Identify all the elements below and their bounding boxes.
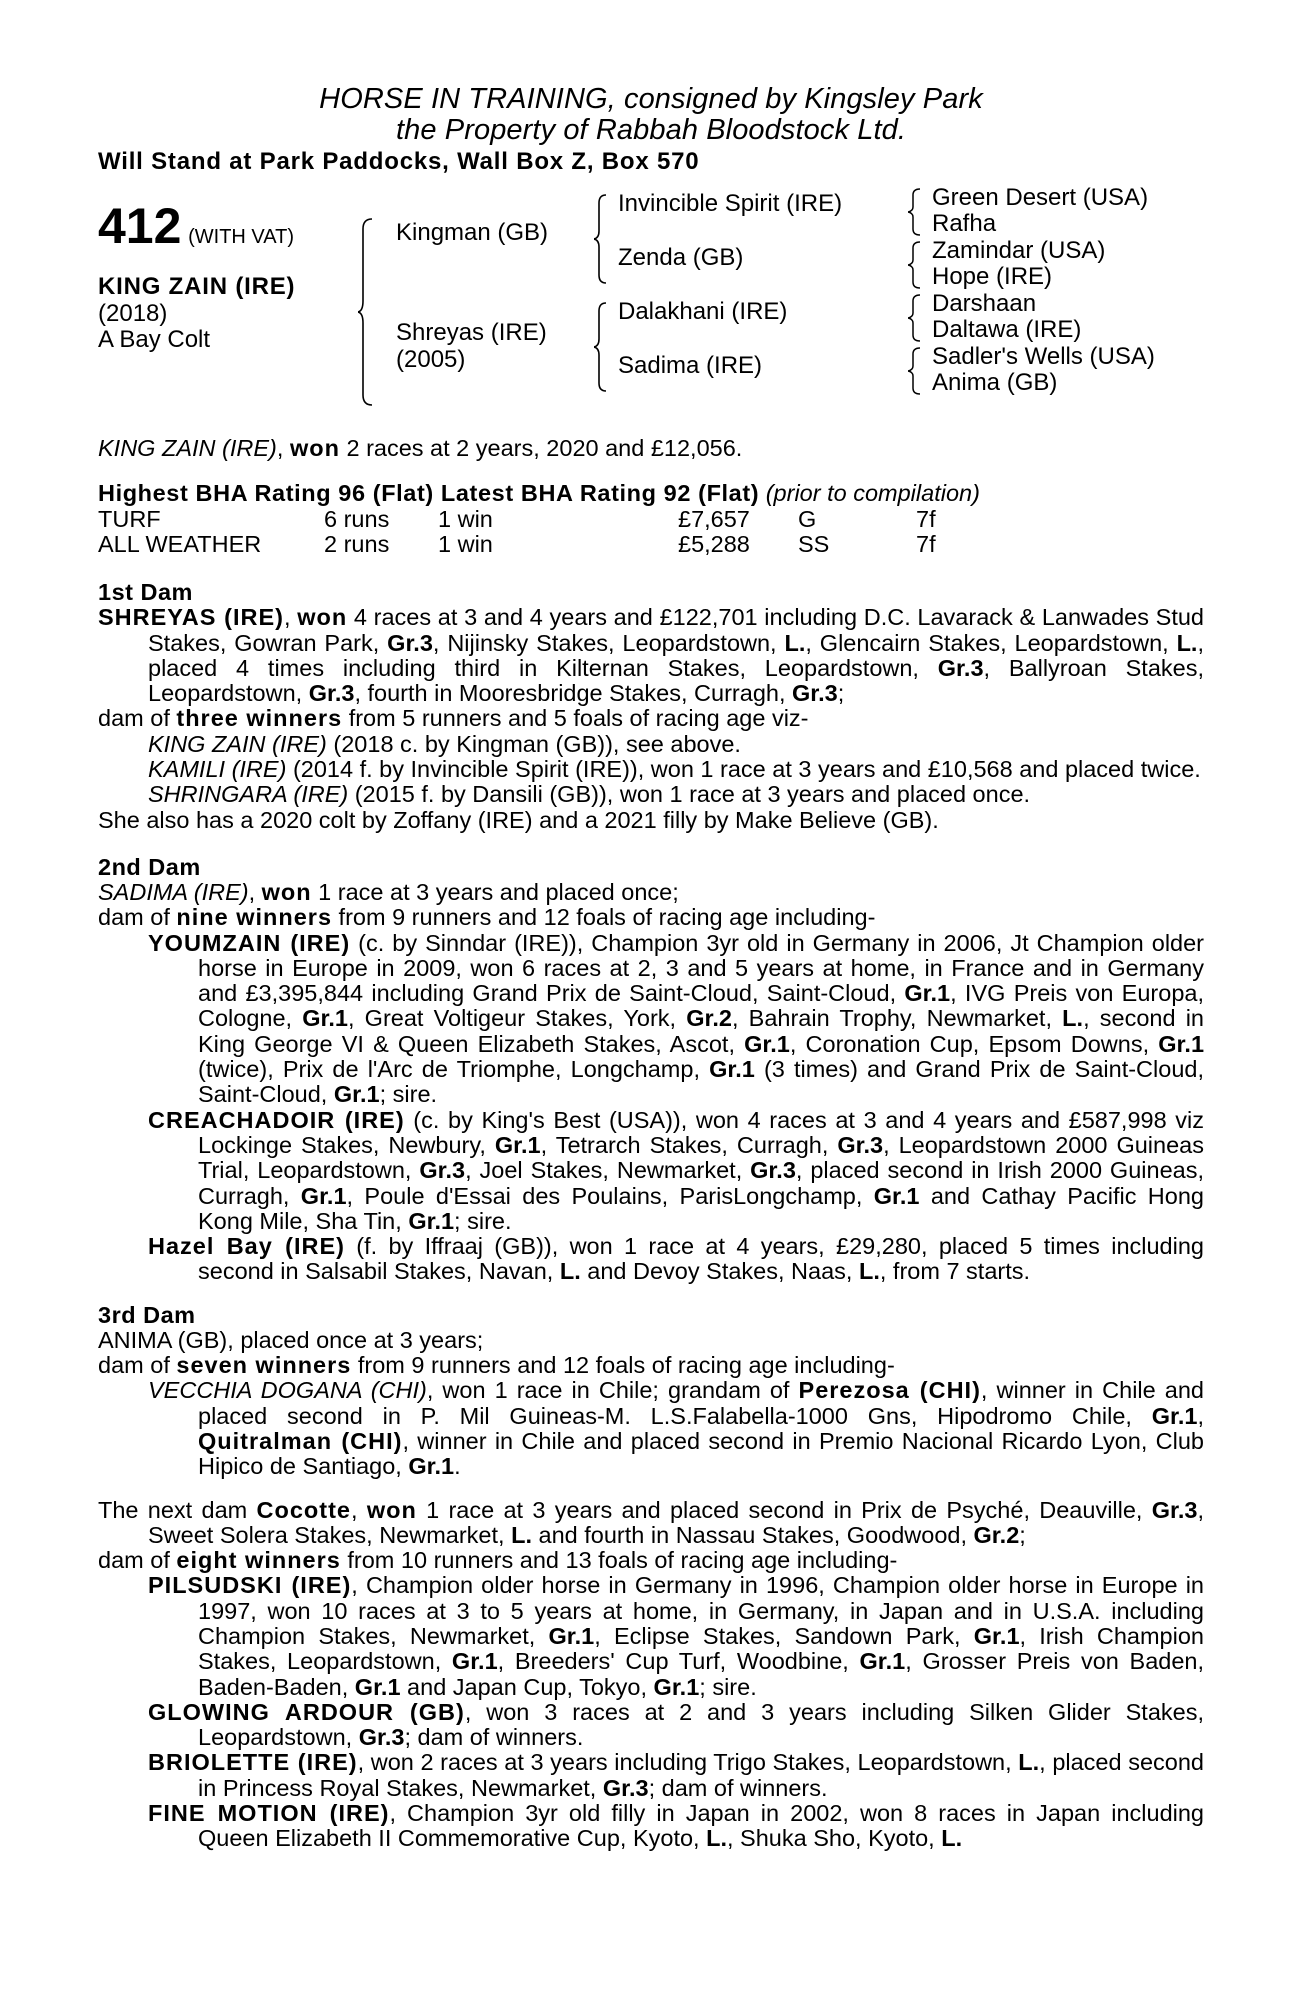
produce-hazel-bay: Hazel Bay (IRE) (f. by Iffraaj (GB)), won 1 race at 4 years, £29,280, placed 5 times including second in Salsabil Stakes, Navan, L. and Devoy Stakes, Naas, L., from 7 starts. [148,1233,1204,1285]
produce-vecchia-dogana: VECCHIA DOGANA (CHI), won 1 race in Chile; grandam of Perezosa (CHI), winner in Chile and placed second in P. Mil Guineas-M. L.S.Falabella-1000 Gns, Hipodromo Chile, Gr.1, Quitralman (CHI), winner in Chile and placed second in Premio Nacional Ricardo Lyon, Club Hipico de Santiago, Gr.1. [148,1377,1204,1480]
lot-number-line [98,198,295,254]
first-dam-also: She also has a 2020 colt by Zoffany (IRE) and a 2021 filly by Make Believe (GB). [98,806,939,833]
consignor-line: HORSE IN TRAINING, consigned by Kingsley Park [319,83,983,115]
third-dam-heading: 3rd Dam [98,1301,196,1328]
gen3-brace-4-icon [908,346,922,396]
produce-pilsudski: PILSUDSKI (IRE), Champion older horse in Germany in 1996, Champion older horse in Europe in 1997, won 10 races at 3 to 5 years at home, in Germany, in Japan and in U.S.A. including Champion Stakes, Newmarket, Gr.1, Eclipse Stakes, Sandown Park, Gr.1, Irish Champion Stakes, Leopardstown, Gr.1, Breeders' Cup Turf, Woodbine, Gr.1, Grosser Preis von Baden, Baden-Baden, Gr.1 and Japan Cup, Tokyo, Gr.1; sire. [148,1572,1205,1700]
stabling-line: Will Stand at Park Paddocks, Wall Box Z, Box 570 [98,148,700,175]
dam-sire: Dalakhani (IRE) [618,298,788,325]
bha-rating-line: Highest BHA Rating 96 (Flat) Latest BHA Rating 92 (Flat) (prior to compilation) [98,480,980,507]
produce-shringara: SHRINGARA (IRE) (2015 f. by Dansili (GB)), won 1 race at 3 years and placed once. [148,781,1031,808]
gen3-dd-sire: Sadler's Wells (USA) [932,343,1155,370]
dam-year: (2005) [396,346,466,373]
produce-glowing-ardour: GLOWING ARDOUR (GB), won 3 races at 2 and 3 years including Silken Glider Stakes, Leopardstown, Gr.3; dam of winners. [148,1698,1204,1751]
gen3-brace-1-icon [908,187,922,237]
rating-row-turf: TURF 6 runs 1 win £7,657 G 7f [98,506,936,533]
dam: Shreyas (IRE) [396,319,547,346]
property-line: the Property of Rabbah Bloodstock Ltd. [396,114,906,146]
foaling-year: (2018) [98,300,168,327]
produce-youmzain: YOUMZAIN (IRE) (c. by Sinndar (IRE)), Champion 3yr old in Germany in 2006, Jt Champion older horse in Europe in 2009, won 6 races at 2, 3 and 5 years at home, in France and in Germany and £3,395,844 including Grand Prix de Saint-Cloud, Saint-Cloud, Gr.1, IVG Preis von Europa, Cologne, Gr.1, Great Voltigeur Stakes, York, Gr.2, Bahrain Trophy, Newmarket, L., second in King George VI & Queen Elizabeth Stakes, Ascot, Gr.1, Coronation Cup, Epsom Downs, Gr.1 (twice), Prix de l'Arc de Triomphe, Longchamp, Gr.1 (3 times) and Grand Prix de Saint-Cloud, Saint-Cloud, Gr.1; sire. [148,929,1205,1108]
gen3-brace-3-icon [908,293,922,343]
sire: Kingman (GB) [396,219,549,246]
sire-sire: Invincible Spirit (IRE) [618,190,843,217]
dam-brace-icon [594,301,608,393]
horse-name: KING ZAIN (IRE) [98,273,296,300]
produce-fine-motion: FINE MOTION (IRE), Champion 3yr old filly in Japan in 2002, won 8 races in Japan including Queen Elizabeth II Commemorative Cup, Kyoto, L., Shuka Sho, Kyoto, L. [148,1800,1205,1852]
second-dam-heading: 2nd Dam [98,853,201,880]
second-dam-produce-summary: dam of nine winners from 9 runners and 12 foals of racing age including- [98,904,876,931]
third-dam-produce-summary: dam of seven winners from 9 runners and 12 foals of racing age including- [98,1352,895,1379]
produce-creachadoir: CREACHADOIR (IRE) (c. by King's Best (USA)), won 4 races at 3 and 4 years and £587,998 viz Lockinge Stakes, Newbury, Gr.1, Tetrarch Stakes, Curragh, Gr.3, Leopardstown 2000 Guineas Trial, Leopardstown, Gr.3, Joel Stakes, Newmarket, Gr.3, placed second in Irish 2000 Guineas, Curragh, Gr.1, Poule d'Essai des Poulains, ParisLongchamp, Gr.1 and Cathay Pacific Hong Kong Mile, Sha Tin, Gr.1; sire. [148,1106,1204,1234]
sire-dam: Zenda (GB) [618,244,744,271]
main-brace-icon [358,217,374,407]
first-dam-record: SHREYAS (IRE), won 4 races at 3 and 4 years and £122,701 including D.C. Lavarack & Lanwades Stud Stakes, Gowran Park, Gr.3, Nijinsky Stakes, Leopardstown, L., Glencairn Stakes, Leopardstown, L., placed 4 times including third in Kilternan Stakes, Leopardstown, Gr.3, Ballyroan Stakes, Leopardstown, Gr.3, fourth in Mooresbridge Stakes, Curragh, Gr.3; [98,604,1204,707]
pedigree-block [98,184,1204,427]
gen3-ss-sire: Green Desert (USA) [932,184,1149,211]
gen3-sd-dam: Hope (IRE) [932,263,1053,290]
next-dam-record: The next dam Cocotte, won 1 race at 3 years and placed second in Prix de Psyché, Deauville, Gr.3, Sweet Solera Stakes, Newmarket, L. and fourth in Nassau Stakes, Goodwood, Gr.2; [98,1496,1205,1548]
produce-kamili: KAMILI (IRE) (2014 f. by Invincible Spirit (IRE)), won 1 race at 3 years and £10,568 and placed twice. [148,756,1201,783]
first-dam-produce-summary: dam of three winners from 5 runners and 5 foals of racing age viz- [98,705,809,732]
race-summary: KING ZAIN (IRE), won 2 races at 2 years, 2020 and £12,056. [98,435,743,461]
gen3-dd-dam: Anima (GB) [932,369,1058,396]
second-dam-record: SADIMA (IRE), won 1 race at 3 years and placed once; [98,878,679,905]
produce-king-zain: KING ZAIN (IRE) (2018 c. by Kingman (GB)), see above. [148,730,741,757]
rating-row-allweather: ALL WEATHER 2 runs 1 win £5,288 SS 7f [98,531,936,558]
lot-number: 412 [98,198,182,254]
catalogue-page [98,84,1204,1852]
gen3-brace-2-icon [908,240,922,290]
vat-note: (WITH VAT) [188,226,295,248]
gen3-ds-sire: Darshaan [932,290,1037,317]
sire-brace-icon [594,193,608,285]
first-dam-heading: 1st Dam [98,579,193,606]
gen3-sd-sire: Zamindar (USA) [932,237,1106,264]
produce-briolette: BRIOLETTE (IRE), won 2 races at 3 years including Trigo Stakes, Leopardstown, L., placed second in Princess Royal Stakes, Newmarket, Gr.3; dam of winners. [148,1749,1204,1801]
next-dam-produce-summary: dam of eight winners from 10 runners and 13 foals of racing age including- [98,1547,898,1574]
dam-dam: Sadima (IRE) [618,352,763,379]
gen3-ss-dam: Rafha [932,210,997,237]
horse-description: A Bay Colt [98,326,211,353]
third-dam-record: ANIMA (GB), placed once at 3 years; [98,1326,484,1353]
gen3-ds-dam: Daltawa (IRE) [932,316,1082,343]
